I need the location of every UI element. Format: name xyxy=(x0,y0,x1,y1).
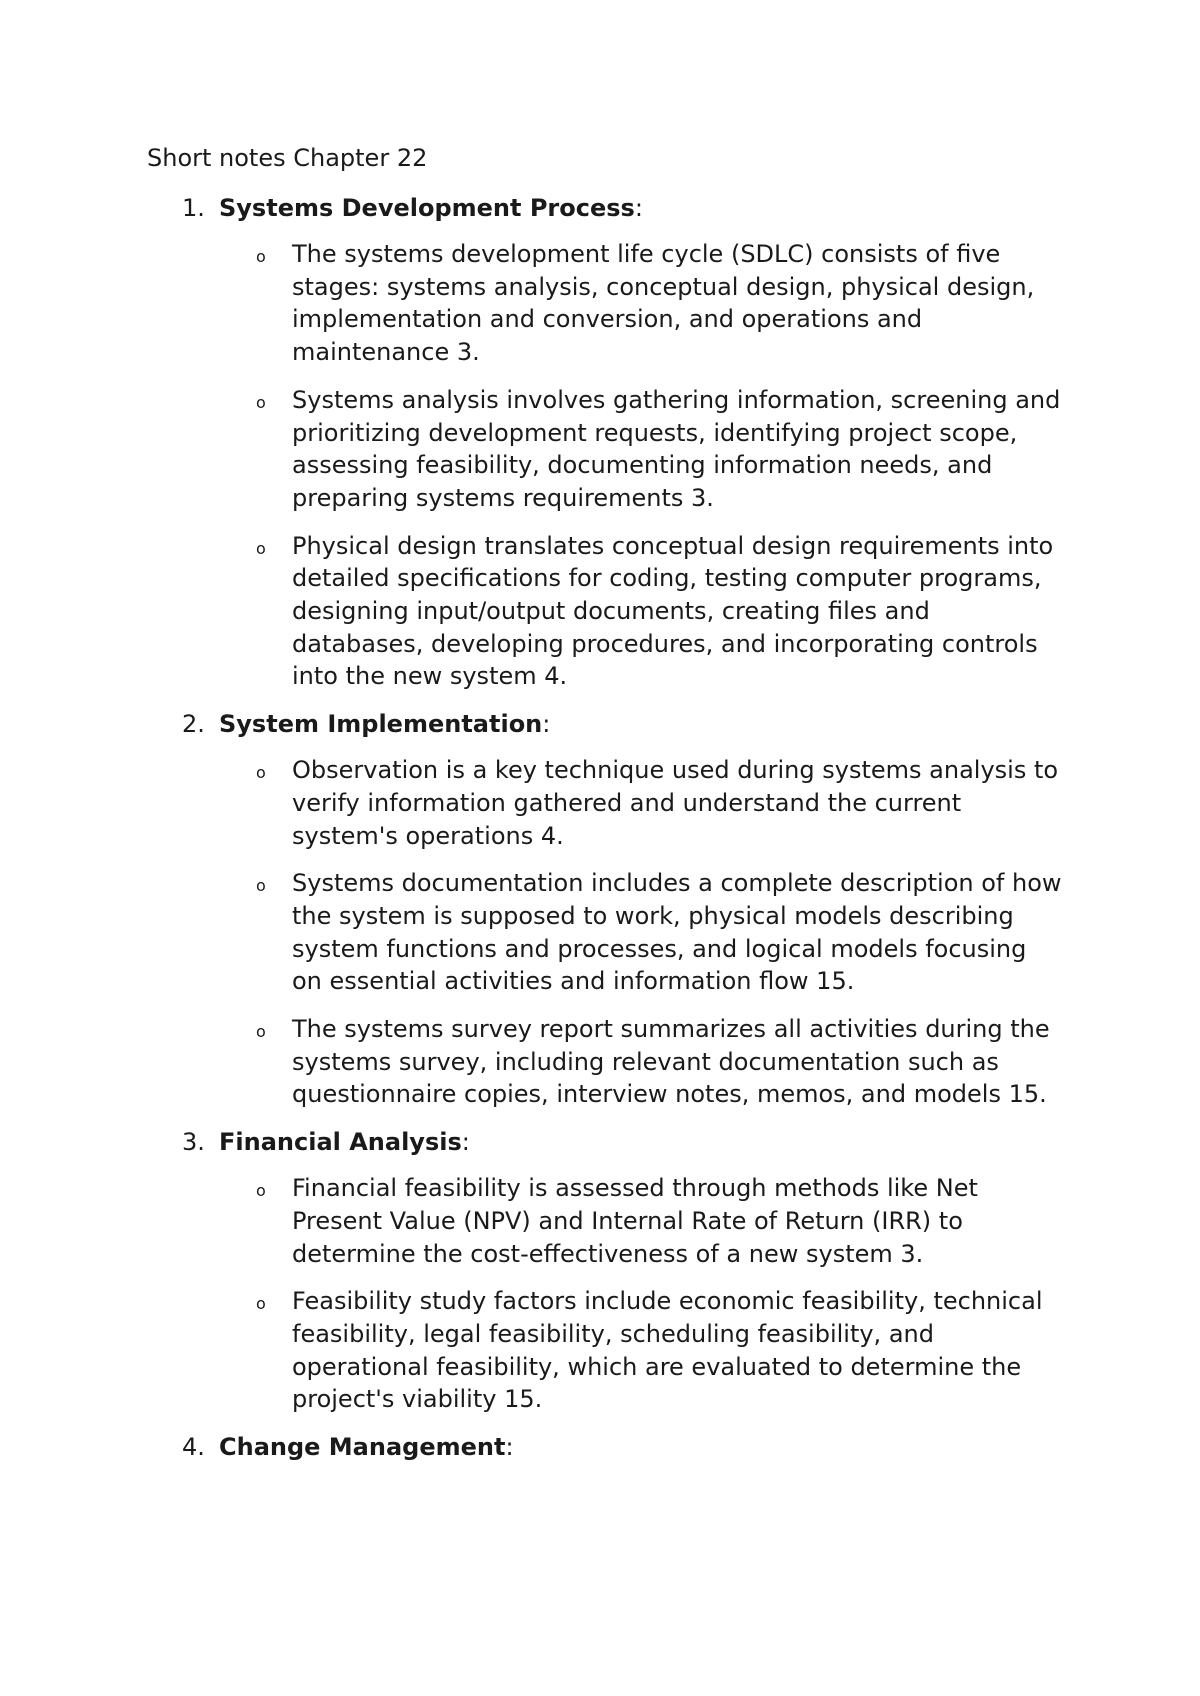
bullet-item xyxy=(0,530,1062,694)
bullet-text: The systems development life cycle (SDLC) consists of five stages: systems analysis, conceptual design, physical design, implementation and conversion, and operations and maintenance 3. xyxy=(292,240,1035,367)
section-number: 2. xyxy=(182,710,205,739)
bullet-item xyxy=(0,1013,1062,1111)
bullet-text: The systems survey report summarizes all activities during the systems survey, including relevant documentation such as questionnaire copies, interview notes, memos, and models 15. xyxy=(292,1015,1050,1109)
section-colon: : xyxy=(461,1128,470,1157)
bullet-text: Financial feasibility is assessed through methods like Net Present Value (NPV) and Internal Rate of Return (IRR) to determine the cost-effectiveness of a new system 3. xyxy=(292,1174,978,1268)
bullet-marker-icon: o xyxy=(256,392,266,412)
section-heading xyxy=(0,1431,1200,1463)
section-title: Financial Analysis xyxy=(219,1128,462,1157)
bullet-marker-icon: o xyxy=(256,763,266,783)
bullet-item xyxy=(0,867,1062,998)
document-title: Short notes Chapter 22 xyxy=(147,144,428,172)
section-list xyxy=(0,192,1200,1477)
section-number: 1. xyxy=(182,194,205,222)
section-title: System Implementation xyxy=(219,710,543,739)
bullet-marker-icon: o xyxy=(256,1294,266,1314)
section-title: Change Management xyxy=(219,1433,506,1462)
bullet-marker-icon: o xyxy=(256,538,266,558)
section-item xyxy=(0,1431,1200,1463)
bullet-text: Systems documentation includes a complete description of how the system is supposed to work, physical models describing system functions and processes, and logical models focusing on essential activities and information flow 15. xyxy=(292,869,1062,996)
bullet-item xyxy=(0,754,1062,852)
bullet-text: Systems analysis involves gathering information, screening and prioritizing development requests, identifying project scope, assessing feasibility, documenting information needs, and preparing systems requirements 3. xyxy=(292,385,1061,512)
section-heading xyxy=(0,708,1200,740)
bullet-item xyxy=(0,1172,1062,1270)
section-number: 3. xyxy=(182,1128,205,1157)
bullet-list xyxy=(0,238,1200,693)
section-item xyxy=(0,192,1200,693)
bullet-marker-icon: o xyxy=(256,1181,266,1201)
section-heading xyxy=(0,192,1200,224)
section-colon: : xyxy=(634,194,643,222)
section-heading xyxy=(0,1126,1200,1158)
section-title: Systems Development Process xyxy=(219,194,635,222)
bullet-text: Physical design translates conceptual design requirements into detailed specifications for coding, testing computer programs, designing input/output documents, creating files and databases, developing procedures, and incorporating controls into the new system 4. xyxy=(292,531,1054,691)
section-item xyxy=(0,708,1200,1111)
bullet-text: Feasibility study factors include economic feasibility, technical feasibility, legal feasibility, scheduling feasibility, and operational feasibility, which are evaluated to determine the project's viability 15. xyxy=(292,1287,1043,1414)
bullet-list xyxy=(0,754,1200,1111)
section-colon: : xyxy=(542,710,551,739)
bullet-text: Observation is a key technique used during systems analysis to verify information gathered and understand the current system's operations 4. xyxy=(292,756,1059,850)
bullet-item xyxy=(0,384,1062,515)
bullet-list xyxy=(0,1172,1200,1416)
section-item xyxy=(0,1126,1200,1416)
section-number: 4. xyxy=(182,1433,205,1462)
bullet-item xyxy=(0,238,1062,369)
bullet-item xyxy=(0,1285,1062,1416)
bullet-marker-icon: o xyxy=(256,247,266,266)
bullet-marker-icon: o xyxy=(256,1022,266,1042)
bullet-marker-icon: o xyxy=(256,876,266,896)
section-colon: : xyxy=(505,1433,514,1462)
